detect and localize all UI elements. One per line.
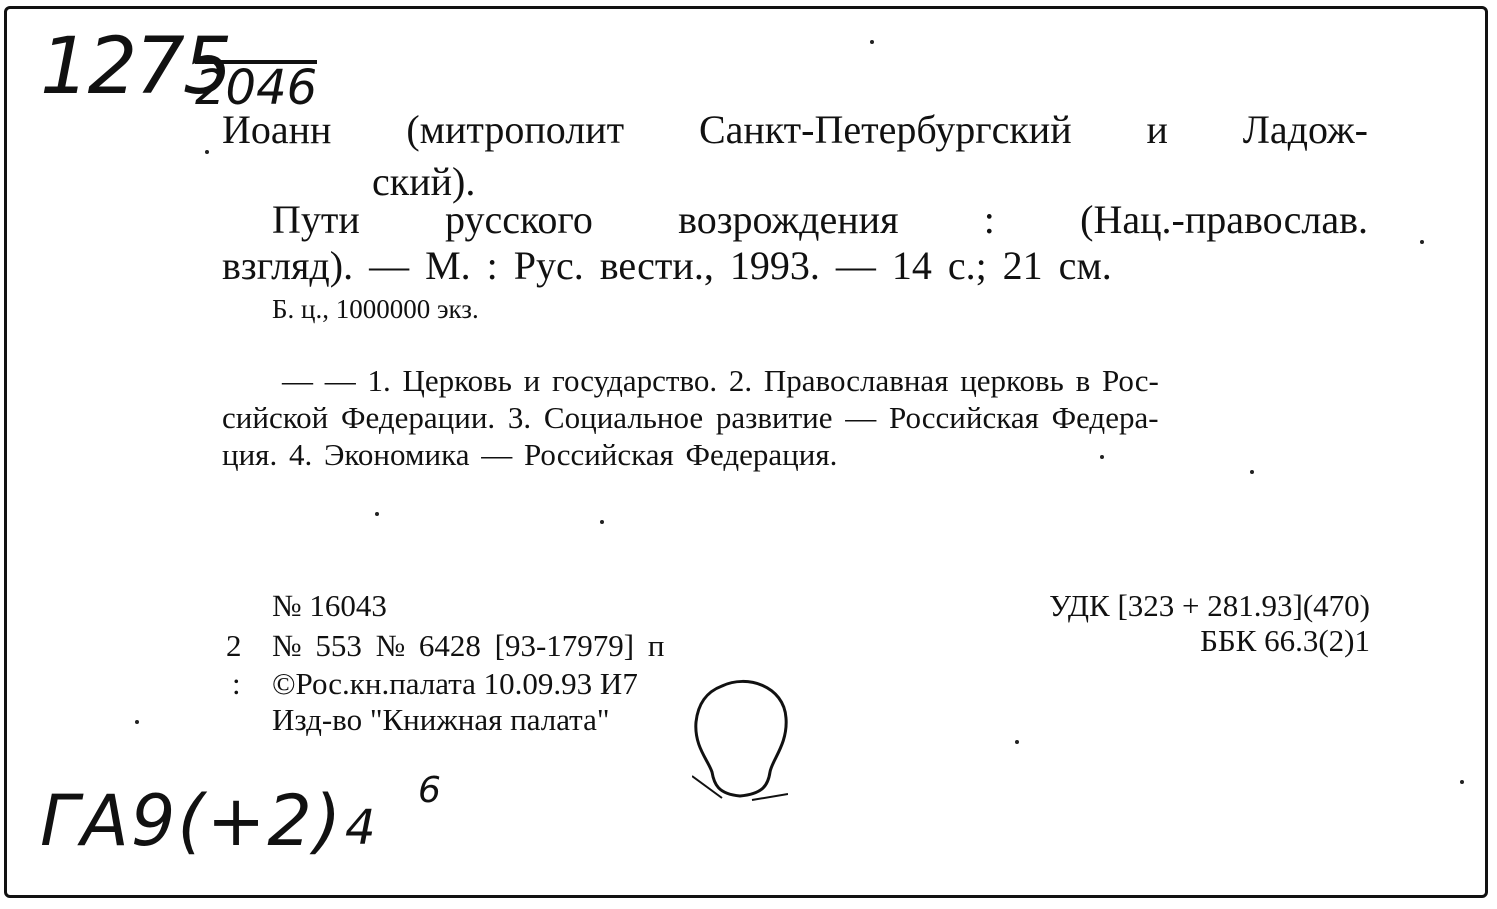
scan-speck xyxy=(1015,740,1019,744)
udk-code: УДК [323 + 281.93](470) xyxy=(1049,588,1370,623)
title-line-1 xyxy=(272,196,1368,243)
subjects-line-3: ция. 4. Экономика — Российская Федерация. xyxy=(222,437,838,472)
title-word: русского xyxy=(445,197,593,242)
record-line-2: № 553 № 6428 [93-17979] п xyxy=(272,628,665,663)
scan-speck xyxy=(135,720,139,724)
subjects-line-1: — — 1. Церковь и государство. 2. Православная церковь в Рос- xyxy=(282,363,1159,398)
shelfmark: ГА9(+2) xyxy=(40,780,344,862)
scan-speck xyxy=(205,150,209,154)
title-word: : xyxy=(983,197,995,242)
author-word: Иоанн xyxy=(222,107,332,152)
scan-speck xyxy=(870,40,874,44)
scan-speck xyxy=(1420,240,1424,244)
scan-speck xyxy=(1250,470,1254,474)
title-word: (Нац.-православ. xyxy=(1080,197,1368,242)
author-line-1 xyxy=(222,106,1368,153)
price-line: Б. ц., 1000000 экз. xyxy=(272,294,479,324)
title-line-2: взгляд). — М. : Рус. вести., 1993. — 14 с.; 21 см. xyxy=(222,243,1112,288)
library-stamp xyxy=(692,676,788,804)
record-line-3: ©Рос.кн.палата 10.09.93 И7 xyxy=(272,666,638,701)
record-prefix-3: : xyxy=(232,666,241,701)
shelfmark-extra: 4 xyxy=(345,800,376,856)
shelfmark-superscript: 6 xyxy=(418,770,441,811)
title-word: возрождения xyxy=(678,197,899,242)
author-word: и xyxy=(1146,107,1168,152)
inventory-subnumber: 2046 xyxy=(195,60,318,116)
record-number: № 16043 xyxy=(272,588,387,623)
title-word: Пути xyxy=(272,197,360,242)
record-prefix-2: 2 xyxy=(226,628,242,663)
scan-speck xyxy=(1100,455,1104,459)
subjects-line-2: сийской Федерации. 3. Социальное развитие — Российская Федера- xyxy=(222,400,1159,435)
scan-speck xyxy=(600,520,604,524)
inventory-number: 1275 xyxy=(40,22,231,112)
author-word: Санкт-Петербургский xyxy=(698,107,1072,152)
author-word: Ладож- xyxy=(1242,107,1368,152)
author-word: (митрополит xyxy=(406,107,625,152)
scan-speck xyxy=(1460,780,1464,784)
author-line-2: ский). xyxy=(372,159,476,204)
record-line-4: Изд-во "Книжная палата" xyxy=(272,702,610,737)
bbk-code: ББК 66.3(2)1 xyxy=(1200,623,1370,658)
scan-speck xyxy=(375,512,379,516)
